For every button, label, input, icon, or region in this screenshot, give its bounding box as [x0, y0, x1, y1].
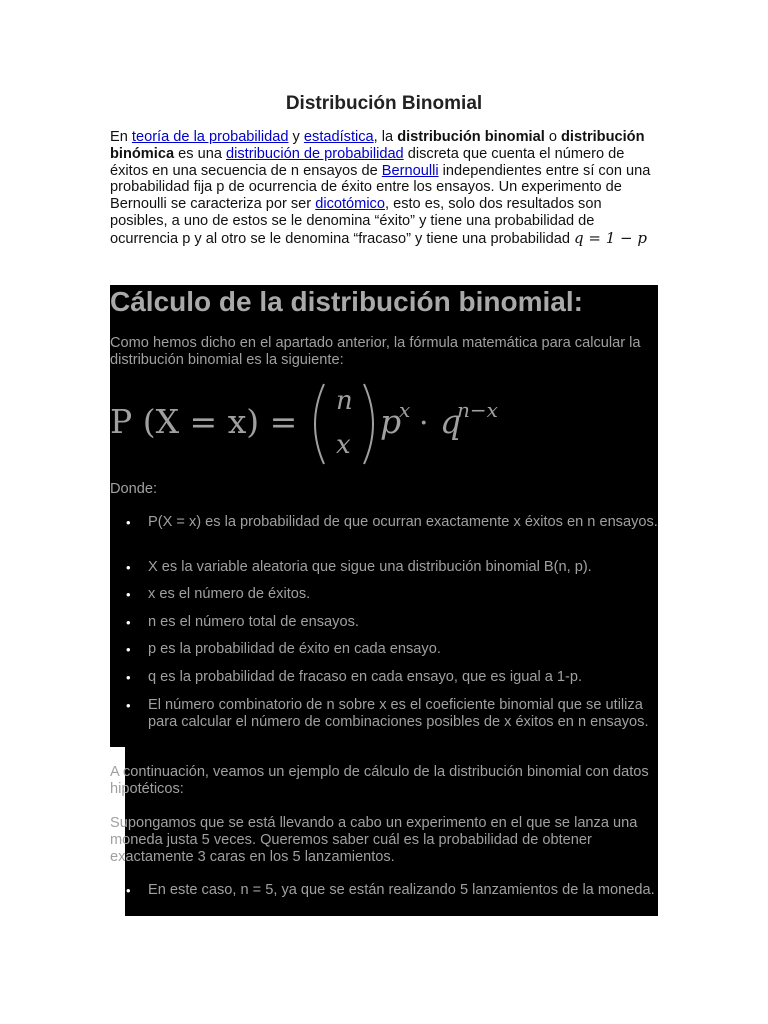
donde-label: Donde:	[110, 481, 158, 497]
list-item-text: El número combinatorio de n sobre x es el coeficiente binomial que se utiliza para calcular el número de combinaciones posibles de x éxitos en n ensayos.	[148, 697, 649, 731]
intro-text: o	[544, 129, 561, 145]
link-distribucion-probabilidad[interactable]: distribución de probabilidad	[226, 145, 404, 162]
intro-text: independientes entre sí con una probabilidad fija p de ocurrencia de éxito entre los ensayos. Un experimento de Bernoulli se caracteriza por ser	[110, 162, 651, 213]
list-item-text: En este caso, n = 5, ya que se están realizando 5 lanzamientos de la moneda.	[148, 882, 655, 898]
formula-lhs: P (X = x) =	[110, 402, 298, 441]
formula-dot: ·	[419, 406, 429, 441]
list-item	[126, 641, 660, 658]
list-item	[126, 586, 660, 603]
intro-paragraph	[110, 129, 658, 248]
intro-formula-paragraph: Como hemos dicho en el apartado anterior, la fórmula matemática para calcular la distribución binomial es la siguiente:	[110, 335, 641, 369]
bullet-icon: •	[126, 515, 131, 530]
link-estadistica[interactable]: estadística	[303, 129, 374, 145]
bold-term: distribución binomial	[397, 129, 545, 145]
list-item	[126, 614, 660, 631]
link-dicotomico[interactable]: dicotómico	[315, 196, 385, 213]
binom-right-paren	[364, 384, 373, 464]
intro-text: , la	[373, 129, 398, 145]
list-item	[126, 669, 660, 686]
link-bernoulli[interactable]: Bernoulli	[381, 162, 439, 179]
intro-text: En	[110, 129, 132, 145]
example-paragraph: Supongamos que se está llevando a cabo un experimento en el que se lanza una moneda justa 5 veces. Queremos saber cuál es la probabilidad de obtener exactamente 3 caras en los 5 lanzamientos.	[110, 815, 638, 866]
binom-bottom: x	[336, 430, 351, 460]
bullet-icon: •	[126, 883, 131, 898]
formula-q: q	[440, 402, 462, 441]
formula-q-exponent: n−x	[457, 398, 498, 422]
list-item-text: p es la probabilidad de éxito en cada ensayo.	[148, 641, 441, 657]
intro-text: y	[288, 129, 304, 145]
list-item	[126, 514, 660, 531]
list-item	[126, 882, 660, 899]
bullet-icon: •	[126, 698, 131, 713]
intro-text: es una	[174, 145, 226, 162]
bullet-icon: •	[126, 587, 131, 602]
bullet-icon: •	[126, 615, 131, 630]
formula-p-exponent: x	[399, 398, 411, 422]
list-item-text: P(X = x) es la probabilidad de que ocurran exactamente x éxitos en n ensayos.	[148, 514, 658, 530]
list-item-text: n es el número total de ensayos.	[148, 614, 359, 630]
bullet-icon: •	[126, 670, 131, 685]
section-heading: Cálculo de la distribución binomial:	[110, 286, 583, 317]
q-formula: q = 1 − p	[574, 228, 647, 247]
list-item	[126, 697, 660, 731]
page-title: Distribución Binomial	[285, 93, 483, 114]
bullet-icon: •	[126, 560, 131, 575]
example-intro-paragraph: A continuación, veamos un ejemplo de cálculo de la distribución binomial con datos hipotéticos:	[110, 764, 649, 798]
list-item	[126, 559, 660, 576]
link-teoria-probabilidad[interactable]: teoría de la probabilidad	[131, 129, 289, 145]
list-item-text: q es la probabilidad de fracaso en cada ensayo, que es igual a 1-p.	[148, 669, 583, 685]
intro-text: , esto es, solo dos resultados son posibles, a uno de estos se le denomina “éxito” y tiene una probabilidad de ocurrencia p y al otro se le denomina “fracaso” y tiene una probabilidad	[110, 196, 602, 247]
list-item-text: x es el número de éxitos.	[148, 586, 311, 602]
intro-text: discreta que cuenta el número de éxitos en una secuencia de n ensayos de	[110, 145, 625, 179]
formula-p: p	[380, 402, 402, 441]
binom-top: n	[336, 386, 353, 416]
bullet-icon: •	[126, 642, 131, 657]
calculation-section	[110, 285, 658, 369]
list-item-text: X es la variable aleatoria que sigue una distribución binomial B(n, p).	[148, 559, 592, 575]
bold-term: distribución binómica	[110, 129, 645, 162]
binom-left-paren	[315, 384, 324, 464]
binomial-formula	[110, 380, 560, 470]
